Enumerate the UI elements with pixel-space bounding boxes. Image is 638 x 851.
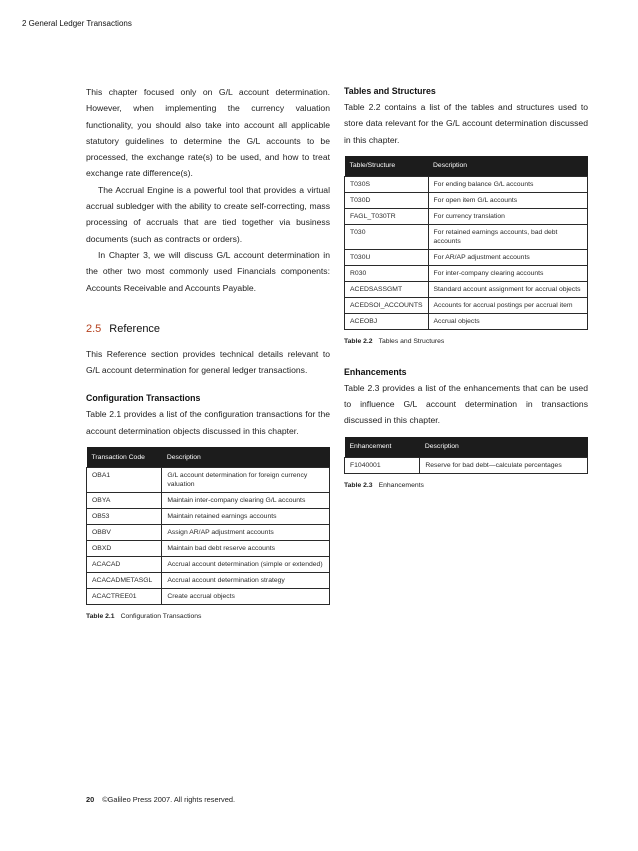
table-cell: Accrual account determination (simple or extended) <box>162 557 330 573</box>
table-row <box>87 589 330 605</box>
table-row <box>87 525 330 541</box>
caption-text: Configuration Transactions <box>120 613 202 621</box>
table-cell: OBXD <box>87 541 162 557</box>
section-title: Reference <box>109 322 161 335</box>
caption-label: Table 2.3 <box>344 481 373 489</box>
table-row <box>87 557 330 573</box>
config-heading: Configuration Transactions <box>86 393 201 404</box>
table-cell: ACEDSASSGMT <box>345 281 429 297</box>
caption-label: Table 2.2 <box>344 337 373 345</box>
right-column <box>344 84 588 489</box>
enhancements-heading: Enhancements <box>344 366 407 377</box>
table-cell: G/L account determination for foreign currency valuation <box>162 468 330 493</box>
table-cell: For AR/AP adjustment accounts <box>428 249 587 265</box>
table-cell: For open item G/L accounts <box>428 192 587 208</box>
paragraph-chapter-3: In Chapter 3, we will discuss G/L account determination in the other two most commonly used Financials components: Accounts Receivable and Accounts Payable. <box>86 249 330 293</box>
table-row <box>345 313 588 329</box>
table-caption <box>344 482 588 489</box>
table-cell: F1040001 <box>345 457 420 473</box>
tables-heading: Tables and Structures <box>344 86 436 96</box>
table-cell: Assign AR/AP adjustment accounts <box>162 525 330 541</box>
caption-text: Enhancements <box>378 481 424 489</box>
table-cell: Accrual account determination strategy <box>162 573 330 589</box>
table-row <box>87 493 330 509</box>
table-cell: OB53 <box>87 509 162 525</box>
table-row <box>345 208 588 224</box>
table-row <box>87 468 330 493</box>
table-cell: ACEDSOI_ACCOUNTS <box>345 297 429 313</box>
table-cell: For currency translation <box>428 208 587 224</box>
table-row <box>345 249 588 265</box>
table-cell: For inter-company clearing accounts <box>428 265 587 281</box>
table-tables-structures <box>344 156 588 330</box>
running-head: 2 General Ledger Transactions <box>22 19 132 28</box>
paragraph-summary: This chapter focused only on G/L account determination. However, when implementing the currency valuation functionality, you should also take into account all applicable statutory guidelines to determine the G/L accounts to be processed, the exchange rate(s) to be used, and how to treat exchange rate difference(s). <box>86 87 330 179</box>
table-cell: Create accrual objects <box>162 589 330 605</box>
table-header: Transaction Code <box>87 447 162 468</box>
table-header: Description <box>420 437 588 458</box>
section-heading <box>86 323 330 335</box>
table-configuration-transactions <box>86 447 330 605</box>
table-cell: FAGL_T030TR <box>345 208 429 224</box>
table-row <box>87 541 330 557</box>
caption-text: Tables and Structures <box>378 337 445 345</box>
table-row <box>345 297 588 313</box>
paragraph-reference: This Reference section provides technical details relevant to G/L account determination for general ledger transactions. <box>86 348 330 376</box>
paragraph-enhancements: Table 2.3 provides a list of the enhancements that can be used to influence G/L account determination in transactions discussed in this chapter. <box>344 382 588 426</box>
table-cell: T030U <box>345 249 429 265</box>
table-row <box>345 176 588 192</box>
page-number: 20 <box>86 795 95 804</box>
paragraph-tables: Table 2.2 contains a list of the tables and structures used to store data relevant for the G/L account determination discussed in this chapter. <box>344 102 588 145</box>
table-cell: Standard account assignment for accrual objects <box>428 281 587 297</box>
table-cell: Accrual objects <box>428 313 587 329</box>
table-row <box>87 573 330 589</box>
paragraph-accrual-engine: The Accrual Engine is a powerful tool that provides a virtual accrual subledger with the ability to create self-correcting, mass processing of accruals that are tied together via business documents (such as contracts or orders). <box>86 184 330 244</box>
table-cell: Reserve for bad debt—calculate percentages <box>420 457 588 473</box>
paragraph-config: Table 2.1 provides a list of the configuration transactions for the account determination objects discussed in this chapter. <box>86 409 330 436</box>
table-cell: ACACADMETASGL <box>87 573 162 589</box>
table-row <box>345 224 588 249</box>
table-cell: T030S <box>345 176 429 192</box>
table-cell: Accounts for accrual postings per accrual item <box>428 297 587 313</box>
table-cell: Maintain retained earnings accounts <box>162 509 330 525</box>
left-column <box>86 84 330 620</box>
table-cell: T030 <box>345 224 429 249</box>
table-cell: For ending balance G/L accounts <box>428 176 587 192</box>
table-header: Description <box>162 447 330 468</box>
table-caption <box>344 338 588 345</box>
table-cell: For retained earnings accounts, bad debt accounts <box>428 224 587 249</box>
table-cell: OBYA <box>87 493 162 509</box>
table-cell: R030 <box>345 265 429 281</box>
table-header: Description <box>428 156 587 177</box>
caption-label: Table 2.1 <box>86 613 115 621</box>
table-enhancements <box>344 437 588 474</box>
table-row <box>345 457 588 473</box>
table-header: Table/Structure <box>345 156 429 177</box>
table-cell: ACEOBJ <box>345 313 429 329</box>
table-cell: ACACAD <box>87 557 162 573</box>
section-number: 2.5 <box>86 322 102 335</box>
table-row <box>345 192 588 208</box>
table-cell: OBA1 <box>87 468 162 493</box>
table-cell: T030D <box>345 192 429 208</box>
table-cell: Maintain bad debt reserve accounts <box>162 541 330 557</box>
table-row <box>345 265 588 281</box>
table-row <box>87 509 330 525</box>
table-cell: OBBV <box>87 525 162 541</box>
table-cell: Maintain inter-company clearing G/L accounts <box>162 493 330 509</box>
table-row <box>345 281 588 297</box>
copyright-text: ©Galileo Press 2007. All rights reserved. <box>102 795 236 804</box>
table-cell: ACACTREE01 <box>87 589 162 605</box>
table-header: Enhancement <box>345 437 420 458</box>
page-footer <box>86 795 235 804</box>
table-caption <box>86 613 330 620</box>
